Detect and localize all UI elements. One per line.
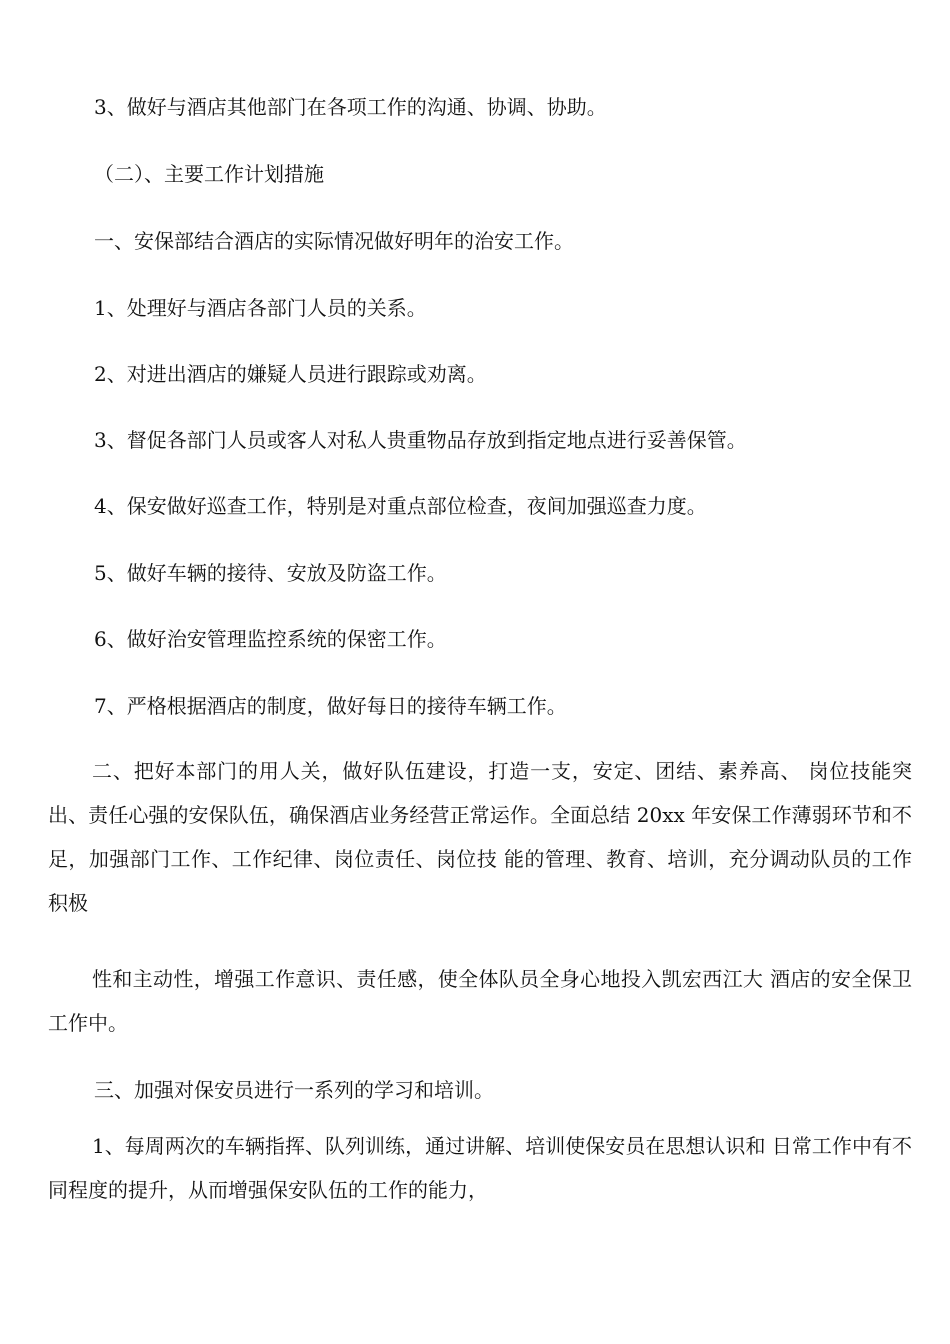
paragraph-team-building: 二、把好本部门的用人关，做好队伍建设，打造一支，安定、团结、素养高、 岗位技能突出、责任心强的安保队伍，确保酒店业务经营正常运作。全面总结 20xx 年安保工作薄弱环节和不足，加强部门工作、工作纪律、岗位责任、岗位技 能的管理、教育、培训，充分调动队员的工作积极 <box>48 759 912 915</box>
section-heading-measures: （二）、主要工作计划措施 <box>94 162 324 186</box>
text-line-item-2: 2、对进出酒店的嫌疑人员进行跟踪或劝离。 <box>94 362 487 386</box>
paragraph-training: 1、每周两次的车辆指挥、队列训练，通过讲解、培训使保安员在思想认识和 日常工作中有不同程度的提升，从而增强保安队伍的工作的能力， <box>48 1134 912 1202</box>
text-line-item-1: 1、处理好与酒店各部门人员的关系。 <box>94 296 427 320</box>
text-line-coordination: 3、做好与酒店其他部门在各项工作的沟通、协调、协助。 <box>94 95 607 119</box>
text-line-item-7: 7、严格根据酒店的制度，做好每日的接待车辆工作。 <box>94 694 567 718</box>
text-line-security-plan: 一、安保部结合酒店的实际情况做好明年的治安工作。 <box>94 229 574 253</box>
text-line-item-6: 6、做好治安管理监控系统的保密工作。 <box>94 627 447 651</box>
text-line-item-4: 4、保安做好巡查工作，特别是对重点部位检查，夜间加强巡查力度。 <box>94 494 707 518</box>
paragraph-initiative: 性和主动性，增强工作意识、责任感，使全体队员全身心地投入凯宏西江大 酒店的安全保卫工作中。 <box>48 967 912 1035</box>
section-heading-training: 三、加强对保安员进行一系列的学习和培训。 <box>94 1078 494 1102</box>
text-line-item-3: 3、督促各部门人员或客人对私人贵重物品存放到指定地点进行妥善保管。 <box>94 428 747 452</box>
text-line-item-5: 5、做好车辆的接待、安放及防盗工作。 <box>94 561 447 585</box>
